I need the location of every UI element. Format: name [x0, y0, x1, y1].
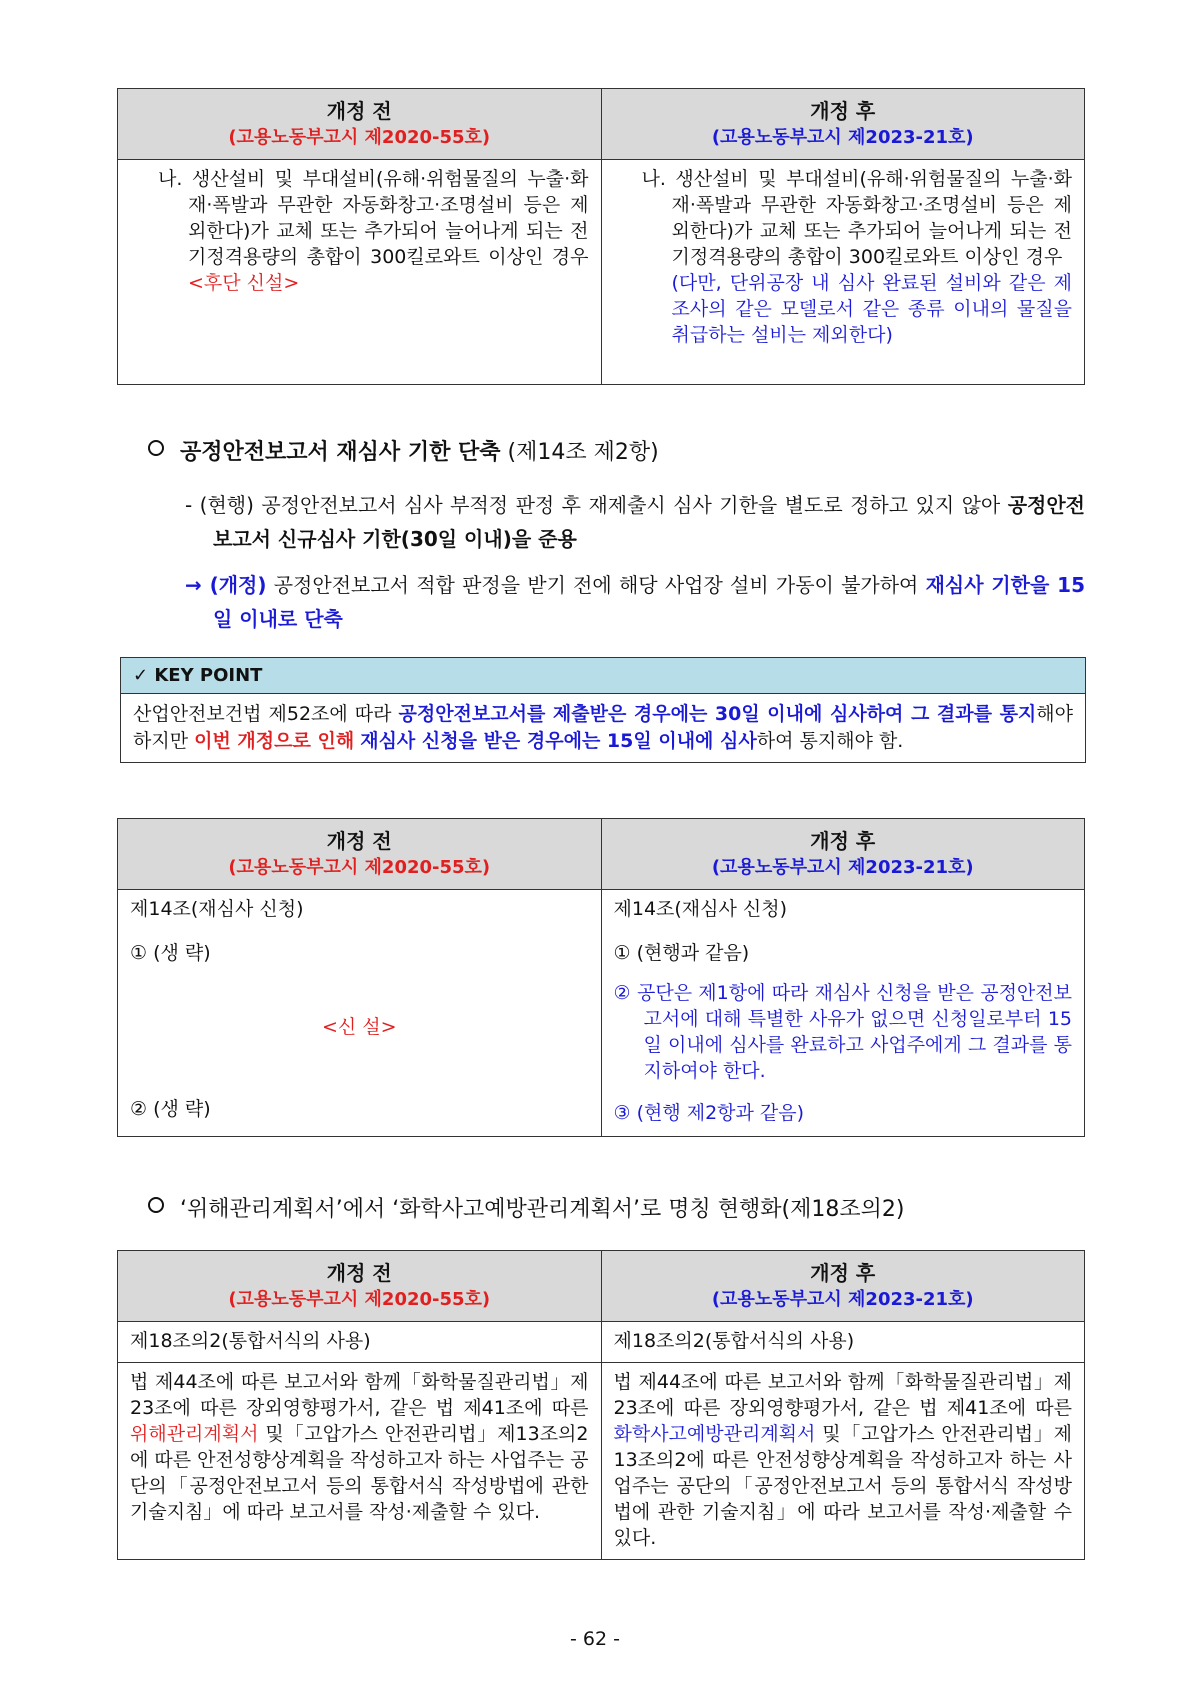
- section-title-reexam: 공정안전보고서 재심사 기한 단축 (제14조 제2항): [148, 438, 659, 468]
- header-before: 개정 전 (고용노동부고시 제2020-55호): [118, 819, 602, 890]
- after-cell: 제14조(재심사 신청) ① (현행과 같음) ② 공단은 제1항에 따라 재심사 신청을 받은 공정안전보고서에 대해 특별한 사유가 없으면 신청일로부터 15일 이내에 심사를 완료하고 사업주에게 그 결과를 통지하여야 한다. ③ (현행 제2항과 같음): [601, 890, 1085, 1137]
- after-cell: [601, 160, 1085, 385]
- header-before: 개정 전 (고용노동부고시 제2020-55호): [118, 89, 602, 160]
- after-note: (다만, 단위공장 내 심사 완료된 설비와 같은 제조사의 같은 모델로서 같은 종류 이내의 물질을 취급하는 설비는 제외한다): [671, 272, 1072, 346]
- before-cell: 제14조(재심사 신청) ① (생 략) <신 설> ② (생 략): [118, 890, 602, 1137]
- current-rule-paragraph: - (현행) 공정안전보고서 심사 부적정 판정 후 재제출시 심사 기한을 별도로 정하고 있지 않아 공정안전보고서 신규심사 기한(30일 이내)을 준용: [185, 493, 1085, 551]
- comparison-table-3: [117, 1250, 1085, 1560]
- new-provision-note: <신 설>: [321, 1016, 397, 1038]
- comparison-table-1: [117, 88, 1085, 385]
- after-text: 나. 생산설비 및 부대설비(유해·위험물질의 누출·화재·폭발과 무관한 자동화창고·조명설비 등은 제외한다)가 교체 또는 추가되어 늘어나게 되는 전기정격용량의 총합이 300킬로와트 이상인 경우: [641, 168, 1072, 268]
- before-body-cell: 법 제44조에 따른 보고서와 함께「화학물질관리법」제23조에 따른 장외영향평가서, 같은 법 제41조에 따른 위해관리계획서 및「고압가스 안전관리법」제13조의2에 따른 안전성향상계획을 작성하고자 하는 사업주는 공단의「공정안전보고서 등의 통합서식 작성방법에 관한 기술지침」에 따라 보고서를 작성·제출할 수 있다.: [118, 1363, 602, 1560]
- new-plan-name: 화학사고예방관리계획서: [613, 1423, 816, 1445]
- after-body-cell: 법 제44조에 따른 보고서와 함께「화학물질관리법」제23조에 따른 장외영향평가서, 같은 법 제41조에 따른 화학사고예방관리계획서 및「고압가스 안전관리법」제13조의2에 따른 안전성향상계획을 작성하고자 하는 사업주는 공단의「공정안전보고서 등의 통합서식 작성방법에 관한 기술지침」에 따라 보고서를 작성·제출할 수 있다.: [601, 1363, 1085, 1560]
- before-note: <후단 신설>: [188, 272, 300, 294]
- key-point-box: [120, 657, 1086, 763]
- section-title-rename: ‘위해관리계획서’에서 ‘화학사고예방관리계획서’로 명칭 현행화(제18조의2): [148, 1195, 904, 1225]
- old-plan-name: 위해관리계획서: [130, 1423, 259, 1445]
- before-cell: [118, 160, 602, 385]
- before-text: 나. 생산설비 및 부대설비(유해·위험물질의 누출·화재·폭발과 무관한 자동화창고·조명설비 등은 제외한다)가 교체 또는 추가되어 늘어나게 되는 전기정격용량의 총합이 300킬로와트 이상인 경우: [158, 168, 589, 268]
- page-number: - 62 -: [570, 1628, 620, 1650]
- before-title-cell: 제18조의2(통합서식의 사용): [118, 1322, 602, 1363]
- key-point-body: 산업안전보건법 제52조에 따라 공정안전보고서를 제출받은 경우에는 30일 이내에 심사하여 그 결과를 통지해야 하지만 이번 개정으로 인해 재심사 신청을 받은 경우에는 15일 이내에 심사하여 통지해야 함.: [133, 703, 1074, 752]
- change-paragraph: → (개정) 공정안전보고서 적합 판정을 받기 전에 해당 사업장 설비 가동이 불가하여 재심사 기한을 15일 이내로 단축: [185, 573, 1085, 631]
- new-clause-2: ② 공단은 제1항에 따라 재심사 신청을 받은 공정안전보고서에 대해 특별한 사유가 없으면 신청일로부터 15일 이내에 심사를 완료하고 사업주에게 그 결과를 통지하여야 한다.: [613, 982, 1072, 1082]
- header-after: 개정 후 (고용노동부고시 제2023-21호): [601, 89, 1085, 160]
- header-after: 개정 후 (고용노동부고시 제2023-21호): [601, 1251, 1085, 1322]
- arrow-icon: → (개정): [185, 573, 267, 597]
- header-before: 개정 전 (고용노동부고시 제2020-55호): [118, 1251, 602, 1322]
- header-after: 개정 후 (고용노동부고시 제2023-21호): [601, 819, 1085, 890]
- after-title-cell: 제18조의2(통합서식의 사용): [601, 1322, 1085, 1363]
- circle-bullet-icon: [148, 440, 164, 456]
- circle-bullet-icon: [148, 1197, 164, 1213]
- comparison-table-2: [117, 818, 1085, 1137]
- key-point-title: ✓ KEY POINT: [121, 658, 1085, 694]
